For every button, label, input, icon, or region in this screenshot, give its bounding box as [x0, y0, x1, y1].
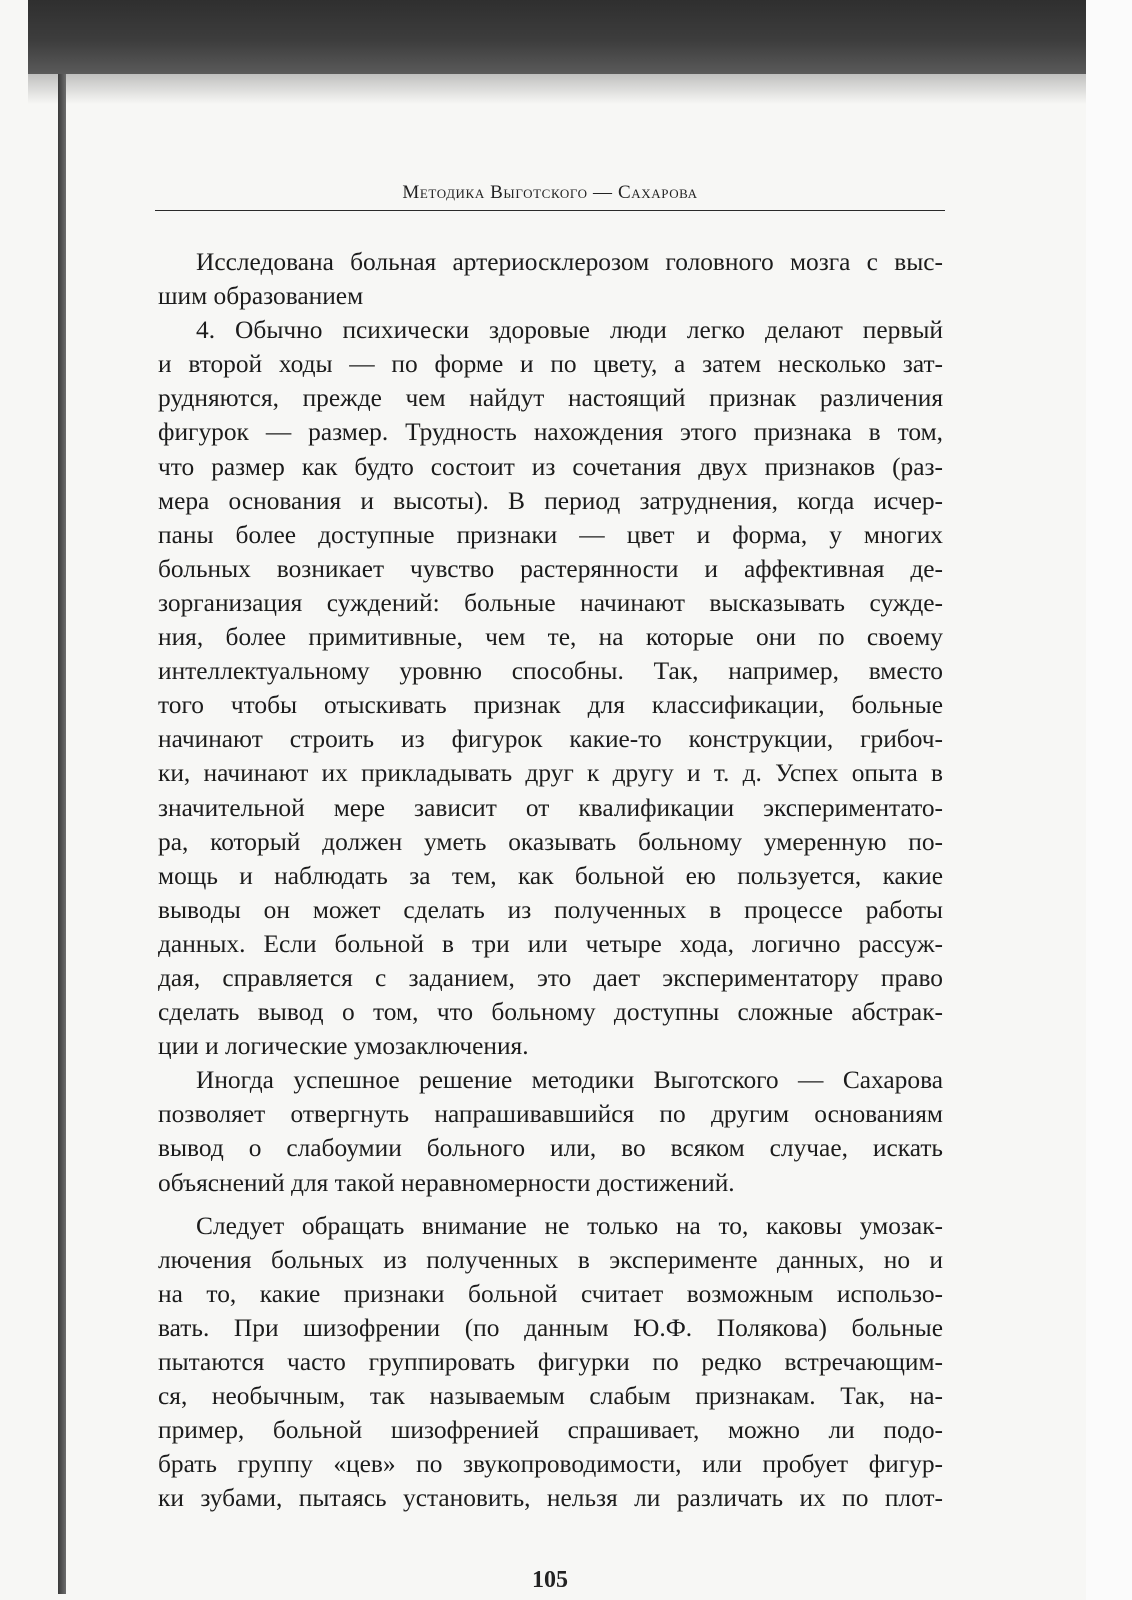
text-line: позволяет отвергнуть напрашивавшийся по другим основаниям — [158, 1100, 943, 1129]
text-line: зорганизация суждений: больные начинают высказывать сужде- — [158, 588, 943, 617]
running-head — [155, 180, 945, 211]
text-line: Следует обращать внимание не только на то, каковы умозак- — [196, 1211, 943, 1240]
text-line: что размер как будто состоит из сочетания двух признаков (раз- — [158, 452, 943, 481]
text-line: ки, начинают их прикладывать друг к другу и т. д. Успех опыта в — [158, 759, 943, 788]
text-line: мера основания и высоты). В период затруднения, когда исчер- — [158, 486, 943, 515]
text-line: лючения больных из полученных в эксперименте данных, но и — [158, 1245, 943, 1274]
scan-binding-edge — [58, 74, 66, 1594]
text-line: дая, справляется с заданием, это дает экспериментатору право — [158, 963, 943, 992]
text-line: вывод о слабоумии больного или, во всяком случае, искать — [158, 1134, 943, 1163]
text-line: и второй ходы — по форме и по цвету, а затем несколько зат- — [158, 350, 943, 379]
scan-right-margin — [1086, 0, 1132, 1600]
text-line: начинают строить из фигурок какие-то конструкции, грибоч- — [158, 725, 943, 754]
text-line: шим образованием — [158, 282, 364, 311]
paragraph-gap — [158, 1200, 943, 1209]
paragraph — [158, 313, 943, 1063]
text-line: на то, какие признаки больной считает возможным использо- — [158, 1279, 943, 1308]
text-line: интеллектуальному уровню способны. Так, например, вместо — [158, 657, 943, 686]
paragraph — [158, 1209, 943, 1516]
running-head-title: Методика Выготского — Сахарова — [402, 182, 698, 203]
text-line: ся, необычным, так называемым слабым признакам. Так, на- — [158, 1382, 943, 1411]
text-line: больных возникает чувство растерянности и аффективная де- — [158, 554, 943, 583]
text-line: объяснений для такой неравномерности достижений. — [158, 1168, 735, 1197]
text-line: ра, который должен уметь оказывать больному умеренную по- — [158, 827, 943, 856]
text-line: вать. При шизофрении (по данным Ю.Ф. Полякова) больные — [158, 1313, 943, 1342]
text-line: мощь и наблюдать за тем, как больной ею пользуется, какие — [158, 861, 943, 890]
text-line: фигурок — размер. Трудность нахождения этого признака в том, — [158, 418, 943, 447]
text-line: ки зубами, пытаясь установить, нельзя ли различать их по плот- — [158, 1484, 943, 1513]
page-number: 105 — [532, 1567, 568, 1593]
text-line: Исследована больная артериосклерозом головного мозга с выс- — [196, 248, 943, 276]
text-line: ния, более примитивные, чем те, на которые они по своему — [158, 623, 943, 652]
text-line: 4. Обычно психически здоровые люди легко делают первый — [196, 316, 943, 345]
text-line: данных. Если больной в три или четыре хода, логично рассуж- — [158, 929, 943, 958]
paragraph — [158, 1063, 943, 1199]
text-line: Иногда успешное решение методики Выготского — Сахарова — [196, 1066, 943, 1095]
text-line: пример, больной шизофренией спрашивает, можно ли подо- — [158, 1416, 943, 1445]
text-line: сделать вывод о том, что больному доступны сложные абстрак- — [158, 998, 943, 1027]
text-line: того чтобы отыскивать признак для классификации, больные — [158, 691, 943, 720]
text-line: значительной мере зависит от квалификации экспериментато- — [158, 793, 943, 822]
page-body — [158, 245, 943, 1515]
text-line: брать группу «цев» по звукопроводимости, или пробует фигур- — [158, 1450, 943, 1479]
paragraph — [158, 245, 943, 313]
text-line: ции и логические умозаключения. — [158, 1032, 529, 1061]
text-line: рудняются, прежде чем найдут настоящий признак различения — [158, 384, 943, 413]
scan-top-gradient — [28, 74, 1100, 104]
text-line: пытаются часто группировать фигурки по редко встречающим- — [158, 1348, 943, 1376]
text-line: выводы он может сделать из полученных в процессе работы — [158, 895, 943, 924]
text-line: паны более доступные признаки — цвет и форма, у многих — [158, 520, 943, 549]
scan-top-shadow-band — [28, 0, 1100, 74]
